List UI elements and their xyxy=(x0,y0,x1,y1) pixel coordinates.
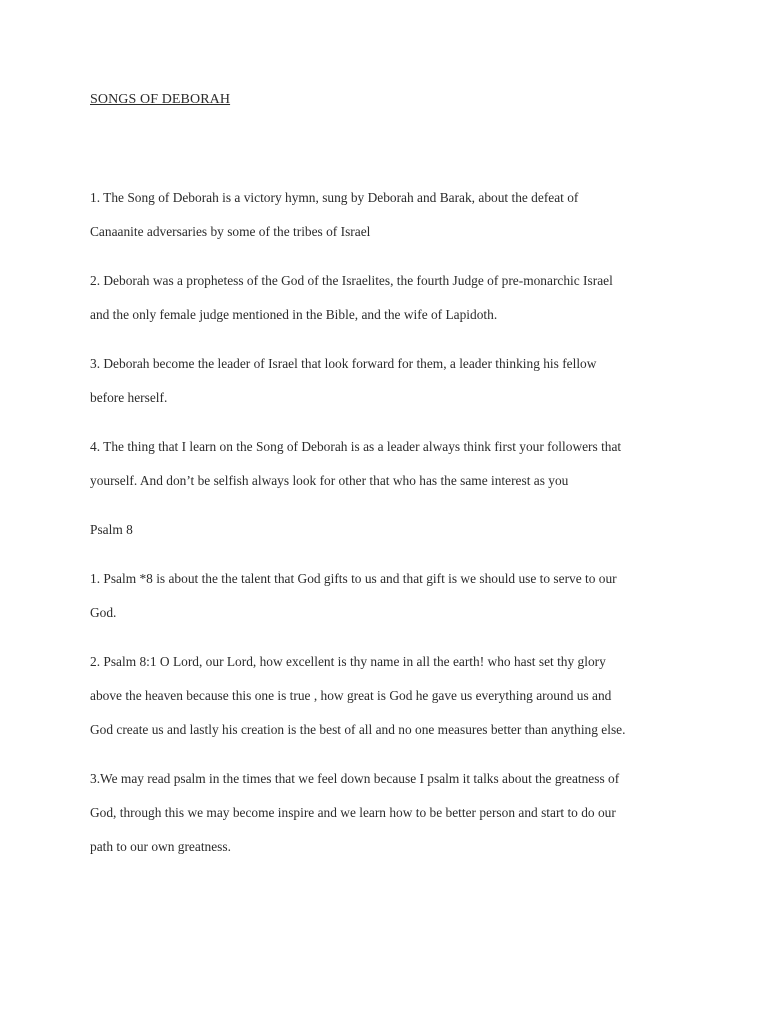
paragraph-line: 3.We may read psalm in the times that we feel down because I psalm it talks about the greatness of xyxy=(90,771,620,786)
section-heading: Psalm 8 xyxy=(90,522,133,537)
paragraph-line: Canaanite adversaries by some of the tribes of Israel xyxy=(90,224,371,239)
paragraph-line: yourself. And don’t be selfish always look for other that who has the same interest as you xyxy=(90,473,569,488)
document-title: SONGS OF DEBORAH xyxy=(90,92,231,107)
paragraph-line: before herself. xyxy=(90,390,168,405)
paragraph-line: God, through this we may become inspire and we learn how to be better person and start to do our xyxy=(90,805,616,820)
paragraph-1 xyxy=(90,181,690,249)
paragraph-line: above the heaven because this one is true , how great is God he gave us everything around us and xyxy=(90,688,612,703)
paragraph-line: 1. Psalm *8 is about the the talent that God gifts to us and that gift is we should use to serve to our xyxy=(90,571,617,586)
paragraph-line: and the only female judge mentioned in the Bible, and the wife of Lapidoth. xyxy=(90,307,498,322)
section-heading-psalm-8 xyxy=(90,513,690,547)
paragraph-line: God. xyxy=(90,605,117,620)
paragraph-2 xyxy=(90,264,690,332)
paragraph-line: 3. Deborah become the leader of Israel that look forward for them, a leader thinking his fellow xyxy=(90,356,597,371)
paragraph-4 xyxy=(90,430,690,498)
paragraph-line: God create us and lastly his creation is the best of all and no one measures better than anything else. xyxy=(90,722,626,737)
paragraph-line: 2. Deborah was a prophetess of the God of the Israelites, the fourth Judge of pre-monarchic Israel xyxy=(90,273,613,288)
paragraph-3 xyxy=(90,347,690,415)
paragraph-5 xyxy=(90,562,690,630)
paragraph-7 xyxy=(90,762,690,864)
paragraph-line: 2. Psalm 8:1 O Lord, our Lord, how excellent is thy name in all the earth! who hast set thy glory xyxy=(90,654,606,669)
paragraph-line: path to our own greatness. xyxy=(90,839,231,854)
paragraph-line: 1. The Song of Deborah is a victory hymn, sung by Deborah and Barak, about the defeat of xyxy=(90,190,579,205)
paragraph-line: 4. The thing that I learn on the Song of Deborah is as a leader always think first your followers that xyxy=(90,439,622,454)
paragraph-6 xyxy=(90,645,690,747)
